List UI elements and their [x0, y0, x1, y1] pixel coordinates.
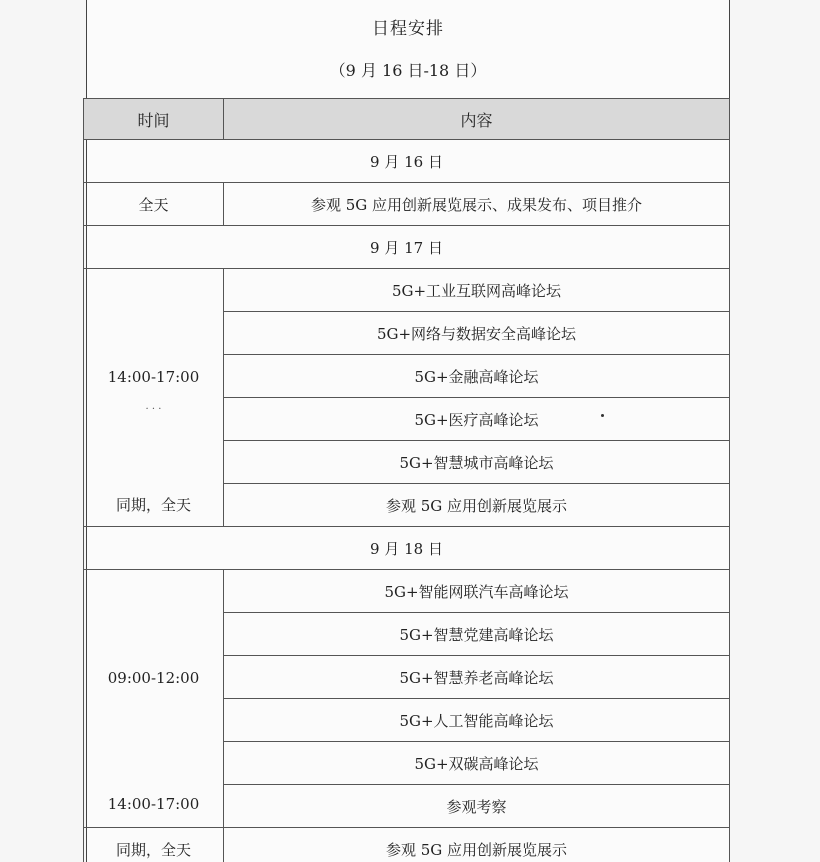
content-cell: 参观 5G 应用创新展览展示: [224, 484, 730, 527]
table-row: [84, 183, 730, 226]
time-cell-18: [84, 570, 224, 828]
content-cell: 5G+双碳高峰论坛: [224, 742, 730, 785]
schedule-page: [86, 0, 730, 862]
content-cell: 5G+智能网联汽车高峰论坛: [224, 570, 730, 613]
page-title: 日程安排: [372, 19, 444, 39]
content-cell: 5G+医疗高峰论坛: [224, 398, 730, 441]
content-cell: 参观考察: [224, 785, 730, 828]
header-content: 内容: [224, 99, 730, 140]
content-cell: 5G+金融高峰论坛: [224, 355, 730, 398]
table-row: [84, 570, 730, 613]
date-label-16: 9 月 16 日: [84, 140, 730, 183]
content-cell: 5G+人工智能高峰论坛: [224, 699, 730, 742]
concurrent-label-17: 同期，全天: [115, 495, 191, 514]
date-row-18: [84, 527, 730, 570]
time-range-afternoon-18: 14:00-17:00: [107, 794, 200, 813]
concurrent-label-18: 同期，全天: [84, 828, 224, 862]
content-cell: 5G+工业互联网高峰论坛: [224, 269, 730, 312]
table-row: [84, 828, 730, 862]
date-row-16: [84, 140, 730, 183]
content-cell: 5G+智慧党建高峰论坛: [224, 613, 730, 656]
time-range-17: 14:00-17:00: [107, 367, 200, 386]
content-cell: 5G+网络与数据安全高峰论坛: [224, 312, 730, 355]
header-time: 时间: [84, 99, 224, 140]
time-cell-16: 全天: [84, 183, 224, 226]
scan-speck: [601, 414, 604, 417]
content-cell: 5G+智慧养老高峰论坛: [224, 656, 730, 699]
date-row-17: [84, 226, 730, 269]
table-header-row: [84, 99, 730, 140]
date-label-18: 9 月 18 日: [84, 527, 730, 570]
title-block: [87, 0, 729, 99]
time-cell-17: [84, 269, 224, 527]
table-row: [84, 269, 730, 312]
page-subtitle: （9 月 16 日-18 日）: [329, 61, 487, 80]
dots-mark: · · ·: [145, 403, 162, 415]
content-cell-16: 参观 5G 应用创新展览展示、成果发布、项目推介: [224, 183, 730, 226]
content-cell: 参观 5G 应用创新展览展示: [224, 828, 730, 862]
schedule-table: [83, 98, 730, 862]
time-range-morning-18: 09:00-12:00: [107, 668, 200, 687]
date-label-17: 9 月 17 日: [84, 226, 730, 269]
content-cell: 5G+智慧城市高峰论坛: [224, 441, 730, 484]
